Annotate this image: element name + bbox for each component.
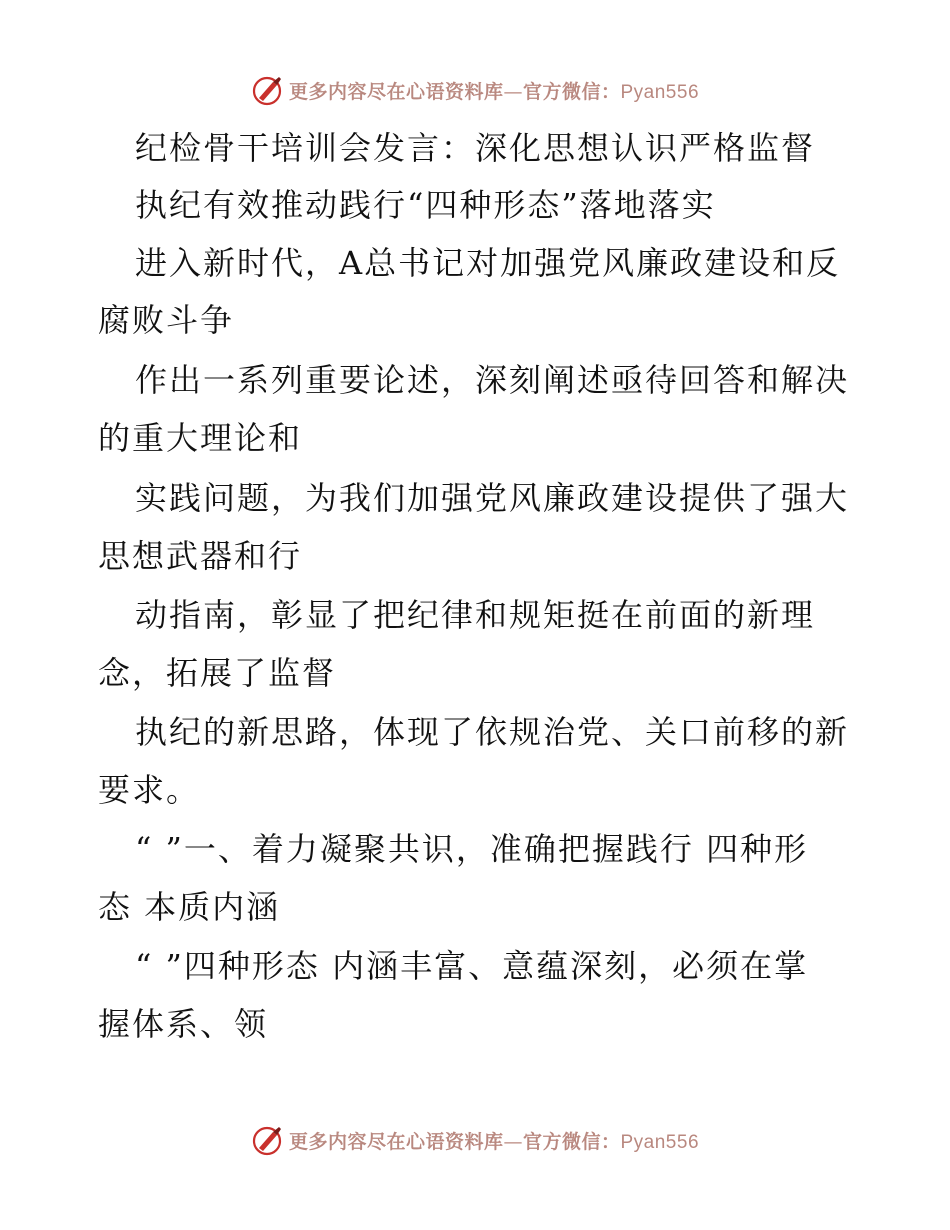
paragraph-line: 要求。 <box>98 771 201 809</box>
document-title-line-2: 执纪有效推动践行“四种形态”落地落实 <box>135 186 716 224</box>
paragraph-line: 的重大理论和 <box>98 419 303 457</box>
watermark-dash: — <box>503 80 523 103</box>
paragraph-line: “ ”四种形态 内涵丰富、意蕴深刻，必须在掌 <box>135 947 809 985</box>
document-title-line-1: 纪检骨干培训会发言：深化思想认识严格监督 <box>135 129 816 167</box>
paragraph-line: 执纪的新思路，体现了依规治党、关口前移的新 <box>135 713 850 751</box>
section-heading-line: “ ”一、着力凝聚共识，准确把握践行 四种形 <box>135 830 809 868</box>
watermark-wechat-id: Pyan556 <box>620 1131 700 1153</box>
paragraph-line: 进入新时代，A总书记对加强党风廉政建设和反 <box>135 244 841 282</box>
paragraph-line: 动指南，彰显了把纪律和规矩挺在前面的新理 <box>135 596 816 634</box>
pen-logo-icon <box>251 73 285 107</box>
paragraph-line: 握体系、领 <box>98 1005 269 1043</box>
watermark-wechat-id: Pyan556 <box>620 81 700 103</box>
watermark-text: 更多内容尽在心语资料库 <box>288 80 504 103</box>
section-heading-line: 态 本质内涵 <box>98 888 281 926</box>
watermark-dash: — <box>503 1130 523 1153</box>
footer-watermark <box>0 1120 950 1160</box>
paragraph-line: 思想武器和行 <box>98 537 303 575</box>
watermark-wechat-label: 官方微信： <box>522 80 621 103</box>
pen-logo-icon <box>251 1123 285 1157</box>
watermark-wechat-label: 官方微信： <box>522 1130 621 1153</box>
paragraph-line: 作出一系列重要论述，深刻阐述亟待回答和解决 <box>135 361 850 399</box>
header-watermark <box>0 70 950 110</box>
paragraph-line: 念，拓展了监督 <box>98 654 337 692</box>
paragraph-line: 腐败斗争 <box>98 301 235 339</box>
paragraph-line: 实践问题，为我们加强党风廉政建设提供了强大 <box>135 479 850 517</box>
watermark-text: 更多内容尽在心语资料库 <box>288 1130 504 1153</box>
